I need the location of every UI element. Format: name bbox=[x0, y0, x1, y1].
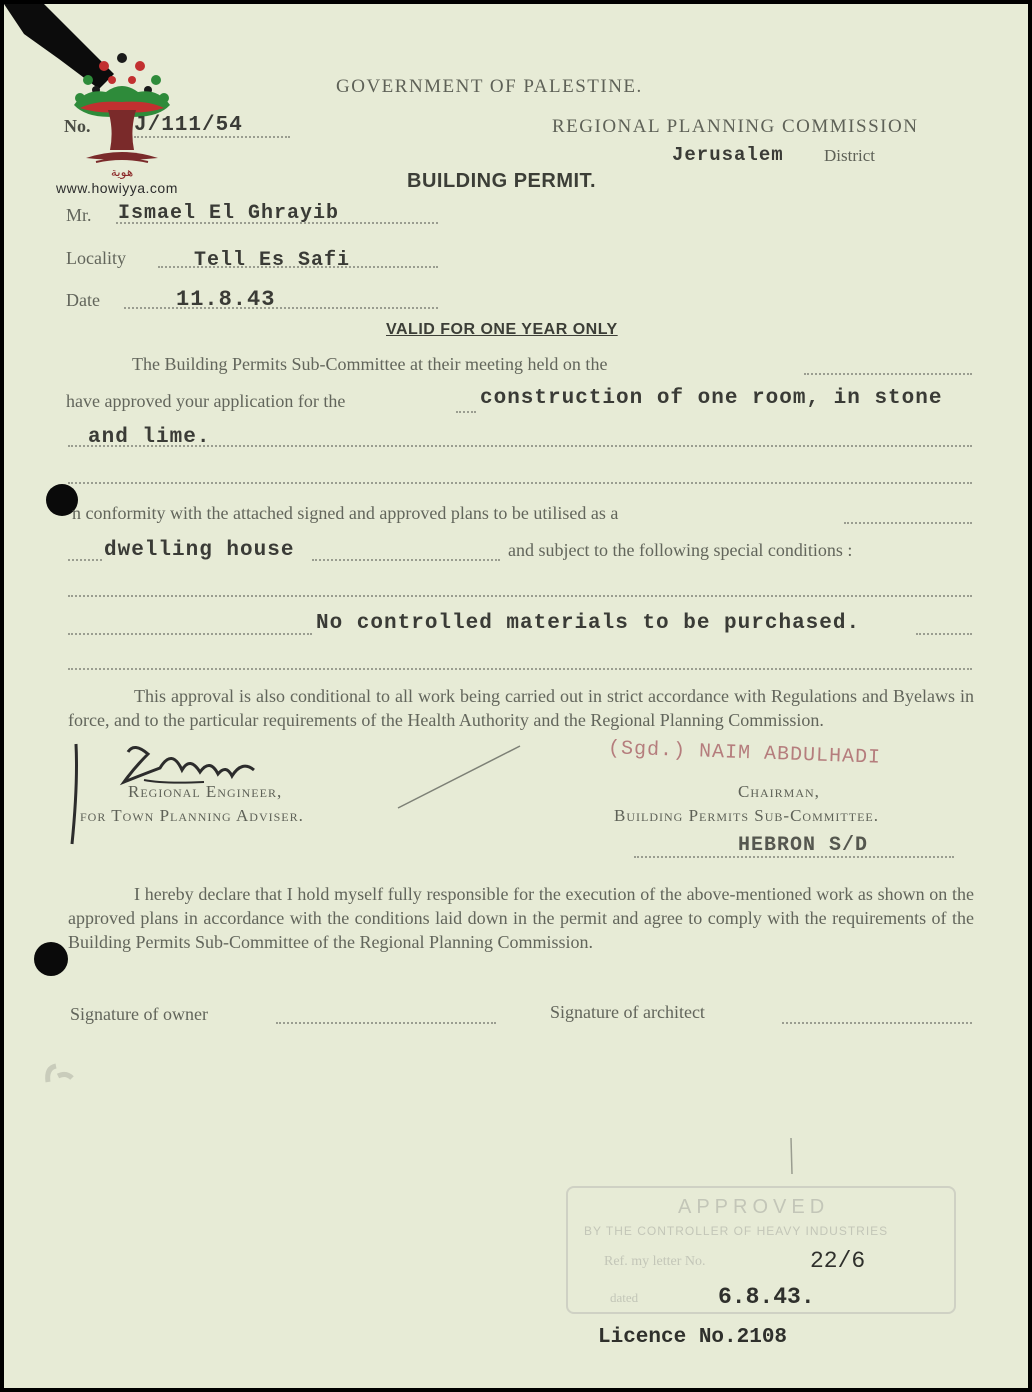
subdistrict-dots bbox=[634, 856, 954, 858]
conditions-line: and subject to the following special conditions : bbox=[508, 540, 853, 560]
application-line-prefix: have approved your application for the bbox=[66, 391, 346, 411]
conformity-line: n conformity with the attached signed and approved plans to be utilised as a bbox=[72, 503, 619, 523]
special-condition: No controlled materials to be purchased. bbox=[316, 612, 861, 635]
approved-stamp-ref-label: Ref. my letter No. bbox=[604, 1254, 706, 1269]
use-type: dwelling house bbox=[104, 539, 295, 562]
date-label: Date bbox=[66, 290, 100, 310]
pencil-stroke bbox=[394, 742, 524, 812]
conditions-dots-1 bbox=[68, 595, 972, 597]
architect-signature-dots bbox=[782, 1022, 972, 1024]
permit-number-value: J/111/54 bbox=[134, 114, 243, 137]
approved-stamp-dated-value: 6.8.43. bbox=[718, 1284, 815, 1310]
meeting-line: The Building Permits Sub-Committee at their meeting held on the bbox=[132, 354, 608, 374]
punch-hole-2 bbox=[34, 942, 68, 976]
applicant-name-dots bbox=[116, 222, 438, 224]
conditions-dots-2 bbox=[68, 668, 972, 670]
commission-heading: REGIONAL PLANNING COMMISSION bbox=[552, 116, 919, 137]
locality-value: Tell Es Safi bbox=[194, 249, 351, 272]
approved-stamp-dated-label: dated bbox=[610, 1290, 639, 1305]
approved-stamp-title: APPROVED bbox=[678, 1196, 830, 1218]
pencil-mark bbox=[42, 1058, 82, 1088]
chairman-committee: Building Permits Sub-Committee. bbox=[614, 806, 879, 825]
licence-number: Licence No.2108 bbox=[598, 1326, 788, 1349]
mr-label: Mr. bbox=[66, 205, 92, 225]
owner-signature-dots bbox=[276, 1022, 496, 1024]
district-label: District bbox=[824, 146, 875, 165]
permit-number-label: No. bbox=[64, 116, 91, 136]
declaration-paragraph: I hereby declare that I hold myself fully responsible for the execution of the above-mentioned work as shown on the approved plans in accordance with the conditions laid down in the permit and agree to comply with the requirements of the Building Permits Sub-Committee of the Regional Planning Commission. bbox=[68, 884, 974, 952]
date-value: 11.8.43 bbox=[176, 287, 276, 312]
approved-stamp-ref-value: 22/6 bbox=[810, 1248, 866, 1274]
document-title: BUILDING PERMIT. bbox=[407, 170, 597, 192]
svg-text:هوية: هوية bbox=[110, 165, 134, 179]
meeting-date-dots bbox=[804, 373, 972, 375]
permit-number-dots bbox=[134, 136, 290, 138]
work-description: construction of one room, in stone bbox=[480, 387, 943, 410]
engineer-title: Regional Engineer, bbox=[128, 782, 283, 801]
description-dots-1 bbox=[68, 445, 972, 447]
locality-dots bbox=[158, 266, 438, 268]
chairman-stamp: (Sgd.) NAIM ABDULHADI bbox=[607, 737, 882, 770]
validity-notice: VALID FOR ONE YEAR ONLY bbox=[386, 321, 618, 338]
date-dots bbox=[124, 307, 438, 309]
use-dots bbox=[844, 522, 972, 524]
government-heading: GOVERNMENT OF PALESTINE. bbox=[336, 76, 643, 97]
locality-label: Locality bbox=[66, 248, 126, 268]
chairman-title: Chairman, bbox=[738, 782, 820, 801]
architect-signature-label: Signature of architect bbox=[550, 1002, 705, 1022]
engineer-for-line: for Town Planning Adviser. bbox=[80, 806, 304, 825]
document-page bbox=[4, 4, 1028, 1388]
watermark-url: www.howiyya.com bbox=[56, 180, 178, 196]
work-description-continued: and lime. bbox=[88, 426, 211, 449]
subdistrict-stamp: HEBRON S/D bbox=[738, 834, 869, 857]
district-value: Jerusalem bbox=[672, 144, 784, 166]
description-dots-2 bbox=[68, 482, 972, 484]
applicant-name: Ismael El Ghrayib bbox=[118, 202, 340, 225]
owner-signature-label: Signature of owner bbox=[70, 1004, 208, 1024]
approved-stamp-by-line: BY THE CONTROLLER OF HEAVY INDUSTRIES bbox=[584, 1224, 889, 1238]
pencil-tick bbox=[786, 1136, 796, 1176]
approved-stamp bbox=[566, 1186, 956, 1314]
approval-paragraph: This approval is also conditional to all work being carried out in strict accordance with Regulations and Byelaws in force, and to the particular requirements of the Health Authority and the Regional Planning Commission. bbox=[68, 686, 974, 730]
